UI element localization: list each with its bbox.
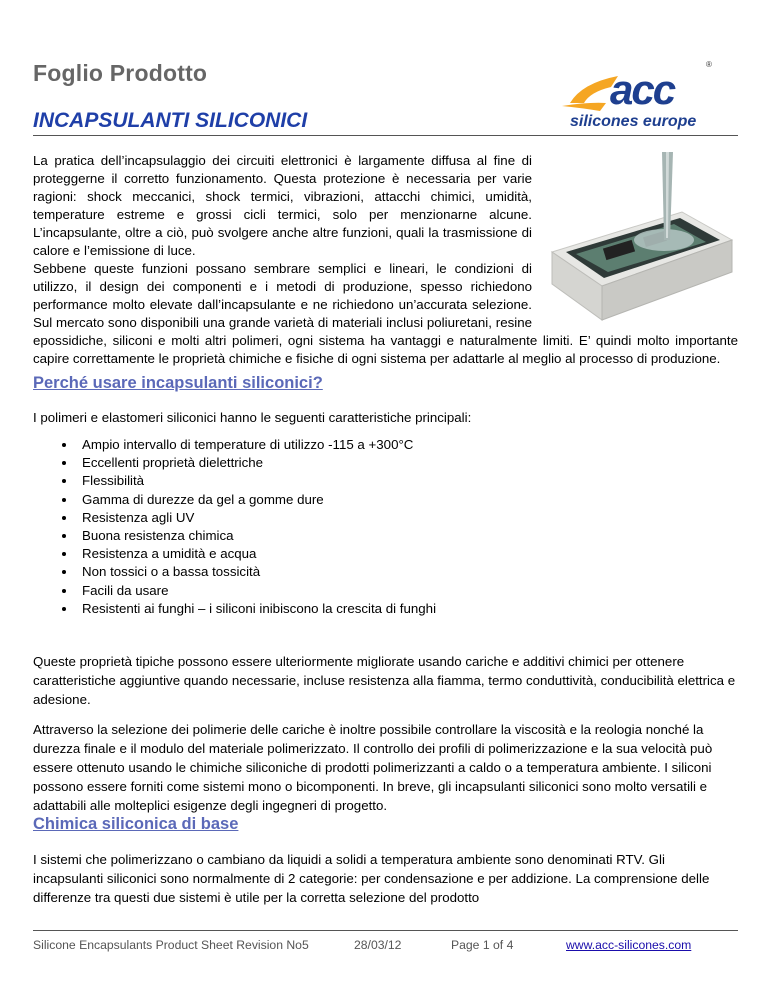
section-heading-why-silicones: Perché usare incapsulanti siliconici? — [33, 374, 323, 392]
list-item: Flessibilità — [33, 472, 738, 490]
acc-logo — [556, 56, 716, 132]
features-lead-text: I polimeri e elastomeri siliconici hanno le seguenti caratteristiche principali: — [33, 410, 472, 425]
section-heading-basic-chemistry: Chimica siliconica di base — [33, 815, 239, 833]
list-item: Resistenti ai funghi – i siliconi inibiscono la crescita di funghi — [33, 600, 738, 618]
footer-website-link[interactable]: www.acc-silicones.com — [566, 938, 692, 952]
list-item: Gamma di durezze da gel a gomme dure — [33, 491, 738, 509]
page-title: Foglio Prodotto — [33, 60, 208, 86]
list-item: Eccellenti proprietà dielettriche — [33, 454, 738, 472]
list-item: Buona resistenza chimica — [33, 527, 738, 545]
feature-list — [33, 436, 738, 618]
logo-sub-text: silicones europe — [570, 113, 697, 130]
logo-main-text: acc — [610, 66, 675, 113]
logo-swoosh-lower — [562, 103, 606, 111]
list-item: Ampio intervallo di temperature di utilizzo -115 a +300°C — [33, 436, 738, 454]
page-footer — [33, 938, 738, 954]
list-item: Facili da usare — [33, 582, 738, 600]
intro-paragraph-1: La pratica dell’incapsulaggio dei circuiti elettronici è largamente diffusa al fine di proteggerne il corretto funzionamento. Questa protezione è necessaria per varie ragioni: shock meccanici, shock termici, vibrazioni, attacchi chimici, umidità, temperature estreme e grossi cicli termici, solo per menzionarne alcune. L’incapsulante, oltre a ciò, può svolgere anche altre funzioni, quali la trasmissione di calore e l’emissione di luce. — [33, 153, 532, 258]
intro-paragraph-2: Sebbene queste funzioni possano sembrare semplici e lineari, le condizioni di utilizzo, il design dei componenti e i metodi di produzione, spesso richiedono performance molto elevate dall’incapsulante e ne richiedono un’accurata selezione. Sul mercato sono disponibili una grande varietà di materiali inclusi poliuretani, resine epossidiche, siliconi e molti altri polimeri, ogni sistema ha vantaggi e naturalmente limiti. E’ quindi molto importante capire correttamente le proprietà chimiche e fisiche di ogni sistema per adattarle al meglio al processo di produzione. — [33, 261, 738, 366]
list-item: Non tossici o a bassa tossicità — [33, 563, 738, 581]
intro-section — [33, 152, 738, 368]
document-title: INCAPSULANTI SILICONICI — [33, 109, 308, 132]
encapsulation-product-photo — [542, 152, 738, 326]
list-item: Resistenza a umidità e acqua — [33, 545, 738, 563]
list-item: Resistenza agli UV — [33, 509, 738, 527]
header-divider — [33, 135, 738, 136]
footer-doc-name: Silicone Encapsulants Product Sheet Revision No5 — [33, 938, 309, 952]
additives-paragraph: Queste proprietà tipiche possono essere ulteriormente migliorate usando cariche e additivi chimici per ottenere caratteristiche aggiuntive quando necessarie, incluse resistenza alla fiamma, termo conduttività, conducibilità elettrica e adesione. — [33, 654, 736, 707]
footer-date: 28/03/12 — [354, 938, 402, 952]
footer-divider — [33, 930, 738, 931]
logo-registered-mark: ® — [706, 60, 712, 69]
footer-page-number: Page 1 of 4 — [451, 938, 514, 952]
chemistry-paragraph: I sistemi che polimerizzano o cambiano da liquidi a solidi a temperatura ambiente sono denominati RTV. Gli incapsulanti siliconici sono normalmente di 2 categorie: per condensazione e per addizione. La comprensione delle differenze tra questi due sistemi è utile per la corretta selezione del prodotto — [33, 852, 710, 905]
viscosity-paragraph: Attraverso la selezione dei polimerie delle cariche è inoltre possibile controllare la viscosità e la reologia nonché la durezza finale e il modulo del materiale polimerizzato. Il controllo dei profili di polimerizzazione e la sua velocità può essere ottenuto usando le chimiche siliconiche di prodotti polimerizzanti a caldo o a temperatura ambiente. I siliconi possono essere forniti come sistemi mono o bicomponenti. In breve, gli incapsulanti siliconici sono molto versatili e adattabili alle molteplici esigenze degli ingegneri di progetto. — [33, 722, 713, 813]
